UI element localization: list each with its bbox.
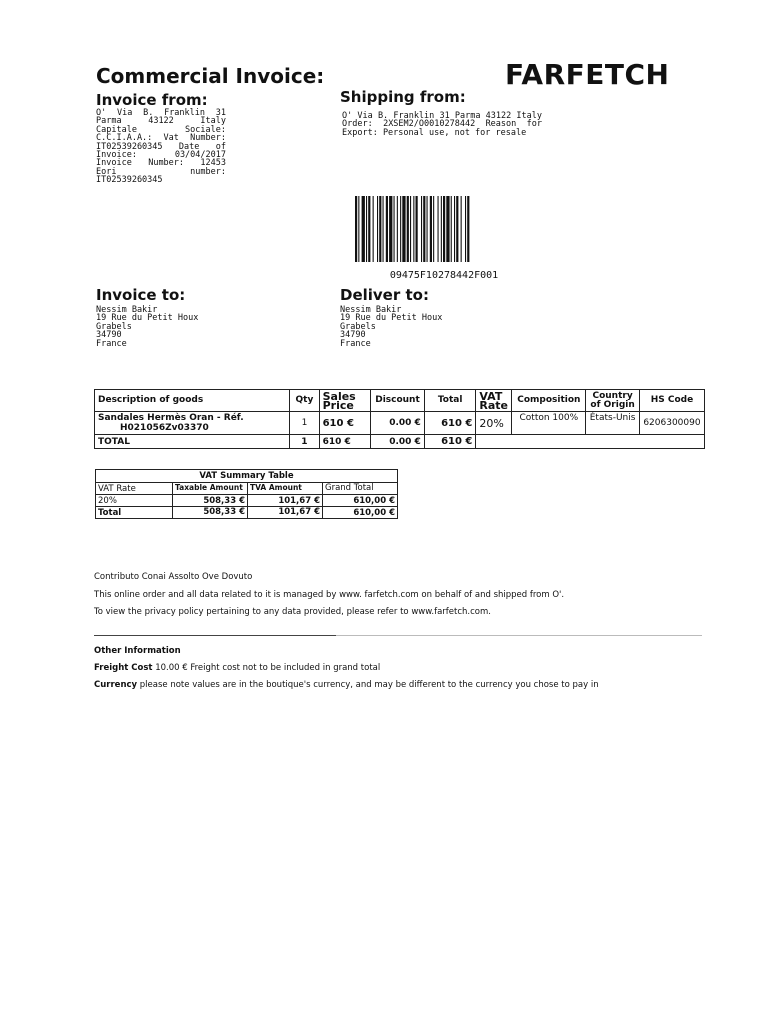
vat-total-row	[96, 507, 398, 519]
total-row-filler	[476, 435, 705, 449]
total-sales-price: 610 €	[319, 435, 371, 449]
item-total: 610 €	[424, 412, 476, 435]
item-hs-code: 6206300090	[639, 412, 704, 435]
invoice-from-details: O' Via B. Franklin 31 Parma 43122 Italy Capitale Sociale: C.C.I.A.A.: Vat Number: IT02539260345 Date of Invoice: 03/04/2017 Invoice Number: 12453 Eori number: IT02539260345	[96, 108, 226, 186]
address-line: 19 Rue du Petit Houx	[96, 313, 199, 324]
vat-taxable: 508,33 €	[173, 495, 248, 507]
col-vat-rate: VAT Rate	[476, 390, 512, 412]
col-description: Description of goods	[95, 390, 290, 412]
barcode-number: 09475F10278442F001	[389, 270, 499, 281]
barcode	[355, 196, 533, 262]
col-discount: Discount	[371, 390, 425, 412]
item-description	[95, 412, 290, 435]
vat-summary-table	[95, 469, 398, 519]
goods-header-row	[95, 390, 705, 412]
deliver-to-heading: Deliver to:	[340, 286, 429, 304]
vat-grand: 610,00 €	[323, 495, 398, 507]
item-name: Sandales Hermès Oran - Réf.	[98, 413, 244, 423]
vat-total-grand: 610,00 €	[323, 507, 398, 519]
managed-by-note: This online order and all data related to it is managed by www. farfetch.com on behalf of and shipped from O'.	[94, 590, 565, 600]
address-line: France	[340, 338, 371, 349]
invoice-from-heading: Invoice from:	[96, 91, 208, 109]
item-qty: 1	[290, 412, 319, 435]
address-line: 34790	[96, 330, 122, 341]
col-qty: Qty	[290, 390, 319, 412]
other-information-heading: Other Information	[94, 646, 181, 656]
table-row	[96, 495, 398, 507]
vat-summary-title: VAT Summary Table	[96, 470, 398, 483]
page-title: Commercial Invoice:	[96, 64, 325, 88]
deliver-to-address	[340, 306, 442, 348]
item-sales-price: 610 €	[319, 412, 371, 435]
total-qty: 1	[290, 435, 319, 449]
total-total: 610 €	[424, 435, 476, 449]
privacy-note: To view the privacy policy pertaining to any data provided, please refer to www.farfetch.com.	[94, 607, 491, 617]
vat-col-taxable: Taxable Amount	[173, 483, 248, 495]
item-discount: 0.00 €	[371, 412, 425, 435]
vat-col-grand: Grand Total	[323, 483, 398, 495]
currency-line	[94, 680, 599, 690]
address-line: France	[96, 338, 127, 349]
invoice-to-heading: Invoice to:	[96, 286, 186, 304]
col-total: Total	[424, 390, 476, 412]
shipping-from-details: O' Via B. Franklin 31 Parma 43122 Italy Order: 2XSEM2/O0010278442 Reason for Export: Personal use, not for resale	[342, 111, 542, 138]
col-country: Country of Origin	[586, 390, 640, 412]
freight-label: Freight Cost	[94, 663, 153, 673]
address-line: 19 Rue du Petit Houx	[340, 313, 443, 324]
table-row	[95, 412, 705, 435]
divider-accent	[94, 635, 336, 636]
address-line: Nessim Bakir	[340, 305, 402, 315]
item-country: États-Unis	[586, 412, 640, 435]
currency-label: Currency	[94, 680, 138, 690]
item-composition: Cotton 100%	[512, 412, 586, 435]
address-line: Nessim Bakir	[96, 305, 158, 315]
freight-cost-line	[94, 663, 380, 673]
address-line: 34790	[340, 330, 366, 341]
shipping-from-heading: Shipping from:	[340, 88, 466, 106]
address-line: Grabels	[340, 321, 376, 332]
item-reference: H021056Zv03370	[120, 423, 209, 433]
farfetch-logo: FARFETCH	[505, 58, 670, 91]
address-line: Grabels	[96, 321, 132, 332]
invoice-to-address	[96, 306, 198, 348]
vat-title-row	[96, 470, 398, 483]
conai-note: Contributo Conai Assolto Ove Dovuto	[94, 572, 253, 582]
vat-header-row	[96, 483, 398, 495]
vat-col-rate: VAT Rate	[96, 483, 173, 495]
col-hs-code: HS Code	[639, 390, 704, 412]
vat-col-tva: TVA Amount	[248, 483, 323, 495]
vat-rate: 20%	[96, 495, 173, 507]
vat-total-label: Total	[96, 507, 173, 519]
item-vat-rate: 20%	[476, 412, 512, 435]
currency-text: please note values are in the boutique's currency, and may be different to the currency you chose to pay in	[139, 680, 599, 690]
col-sales-price: Sales Price	[319, 390, 371, 412]
freight-text: 10.00 € Freight cost not to be included in grand total	[155, 663, 381, 673]
goods-table	[94, 389, 705, 449]
total-label: TOTAL	[95, 435, 290, 449]
total-discount: 0.00 €	[371, 435, 425, 449]
vat-total-taxable: 508,33 €	[173, 507, 248, 519]
total-row	[95, 435, 705, 449]
vat-total-tva: 101,67 €	[248, 507, 323, 519]
vat-tva: 101,67 €	[248, 495, 323, 507]
col-composition: Composition	[512, 390, 586, 412]
